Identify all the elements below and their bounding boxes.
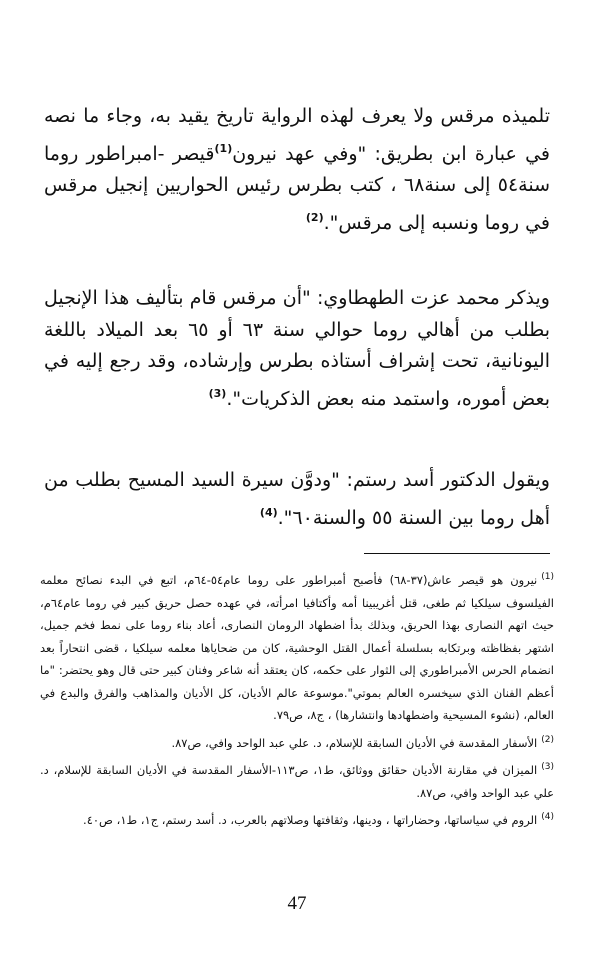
body-paragraph xyxy=(44,283,550,415)
footnote-ref[interactable]: (3) xyxy=(208,386,227,400)
footnote-text: نيرون هو قيصر عاش(٣٧-٦٨) فأصبح أمبراطور على روما عام٥٤-٦٤م، اتبع في البدء نصائح معلمه الفيلسوف سيلكيا ثم طغى، قتل أغريبينا أمه وأكتافيا امرأته، في عهده حصل حريق كبير في روما عام٦٤م، حيث اتهم النصارى بهذا الحريق، وبذلك بدأ اضطهاد الرومان النصارى، أعاد بناء روما على نمط فخم جميل، اشتهر بفظاظته وبرتكابه بسلسلة أعمال القتل الوحشية، كان من ضحاياها معلمه سيلكيا ، قضى انتحاراً بعد انضمام الحرس الأمبراطوري إلى الثوار على حكمه، كان يعتقد أنه شاعر وفنان كبير حتى قال وهو يحتضر: "ما أعظم الفنان الذي سيخسره العالم بموتي".موسوعة عالم الأديان، كل الأديان والمذاهب والفرق والبدع في العالم، (نشوء المسيحية واضطهادها وانتشارها) ، ج٨، ص٧٩. xyxy=(40,573,554,722)
paragraph-text xyxy=(44,101,550,239)
body-paragraph xyxy=(44,465,550,534)
footnote-number: (3) xyxy=(541,762,555,772)
footnote xyxy=(40,756,554,804)
paragraph-segment: ويقول الدكتور أسد رستم: "ودوَّن سيرة السيد المسيح بطلب من أهل روما بين السنة ٥٥ والسنة٦٠". xyxy=(44,469,550,529)
footnote-divider xyxy=(364,553,550,554)
footnote-ref[interactable]: (1) xyxy=(214,141,233,155)
paragraph-segment: قيصر -امبراطور روما سنة٥٤ إلى سنة٦٨ ، كتب بطرس رئيس الحواريين إنجيل مرقس في روما ونسبه إلى مرقس". xyxy=(44,142,550,234)
page-number: 47 xyxy=(287,893,307,914)
footnote-text: الأسفار المقدسة في الأديان السابقة للإسلام، د. علي عبد الواحد وافي، ص٨٧. xyxy=(171,735,538,750)
footnote-text: الميزان في مقارنة الأديان حقائق ووثائق، ط١، ص١١٣-الأسفار المقدسة في الأديان السابقة للإسلام، د. علي عبد الواحد وافي، ص٨٧. xyxy=(40,763,554,800)
body-paragraph xyxy=(44,101,550,239)
footnote-ref[interactable]: (2) xyxy=(305,210,324,224)
footnote-number: (2) xyxy=(541,734,554,745)
footnote xyxy=(40,806,554,832)
footnote-number: (1) xyxy=(541,572,555,582)
paragraph-segment: ويذكر محمد عزت الطهطاوي: "أن مرقس قام بتأليف هذا الإنجيل بطلب من أهالي روما حوالي سنة ٦٣ أو ٦٥ بعد الميلاد باللغة اليونانية، تحت إشراف أستاذه بطرس وإرشاده، وقد رجع إليه في بعض أموره، واستمد منه بعض الذكريات". xyxy=(44,287,550,410)
footnote xyxy=(40,729,554,755)
paragraph-segment: تلميذه مرقس ولا يعرف لهذه الرواية تاريخ يقيد به، وجاء ما نصه في عبارة ابن بطريق: "وفي عهد نيرون xyxy=(44,105,551,165)
footnote-text: الروم في سياساتها، وحضاراتها ، ودينها، وثقافتها وصلاتهم بالعرب، د. أسد رستم، ج١، ط١، ص٤٠. xyxy=(83,813,538,827)
footnotes-section xyxy=(40,566,554,834)
footnote-number: (4) xyxy=(541,812,554,822)
paragraph-text xyxy=(44,283,550,415)
footnote-ref[interactable]: (4) xyxy=(259,505,278,519)
footnote xyxy=(40,566,554,727)
paragraph-text xyxy=(44,465,550,534)
